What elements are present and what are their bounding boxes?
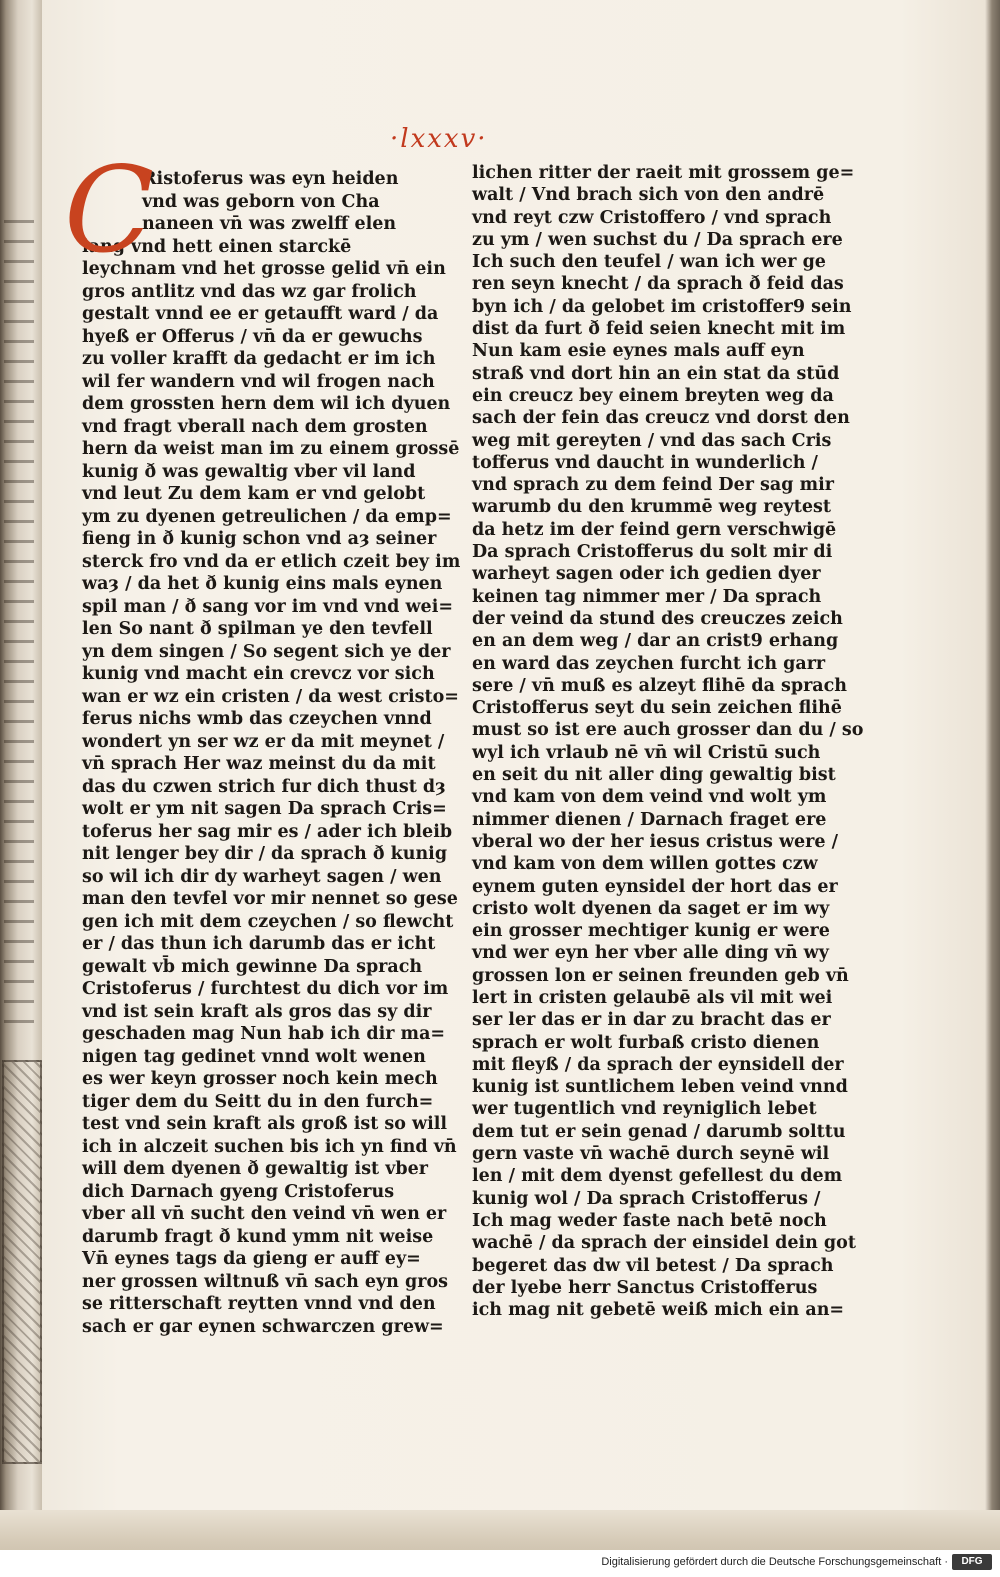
right-column-line: nimmer dienen / Darnach fraget ere: [472, 809, 827, 830]
left-column-line: gros antlitz vnd das wz gar frolich: [82, 281, 417, 302]
left-column-line: wil fer wandern vnd wil frogen nach: [82, 371, 435, 392]
right-column-line: vberal wo der her iesus cristus were /: [472, 831, 838, 852]
right-column-line: eynem guten eynsidel der hort das er: [472, 876, 838, 897]
right-column-line: dem tut er sein genad / darumb solttu: [472, 1121, 846, 1142]
left-column-line: ner grossen wiltnuß vn̄ sach eyn gros: [82, 1271, 448, 1292]
right-column-line: begeret das dw vil betest / Da sprach: [472, 1255, 834, 1276]
right-column-line: warheyt sagen oder ich gedien dyer: [472, 564, 821, 585]
left-column-line: Vn̄ eynes tags da gieng er auff ey=: [82, 1249, 421, 1269]
right-column-line: mit fleyß / da sprach der eynsidell der: [472, 1054, 844, 1075]
left-column-line: sterck fro vnd da er etlich czeit bey im: [82, 551, 461, 572]
right-column-line: vnd wer eyn her vber alle ding vn̄ wy: [472, 943, 829, 964]
left-column-line: wolt er ym nit sagen Da sprach Cris=: [82, 799, 447, 819]
left-column-line: leychnam vnd het grosse gelid vn̄ ein: [82, 259, 446, 279]
left-column-line: gen ich mit dem czeychen / so flewcht: [82, 911, 454, 932]
right-column-line: lert in cristen gelaubē als vil mit wei: [472, 987, 833, 1008]
right-column-line: lichen ritter der raeit mit grossem ge=: [472, 163, 855, 183]
left-column-line: geschaden mag Nun hab ich dir ma=: [82, 1024, 446, 1044]
right-column-line: keinen tag nimmer mer / Da sprach: [472, 586, 822, 607]
left-column-line: er / das thun ich darumb das er icht: [82, 934, 436, 954]
left-column-line: zu voller krafft da gedacht er im ich: [82, 349, 436, 369]
left-column-line: nigen tag gedinet vnnd wolt wenen: [82, 1046, 426, 1067]
right-column-line: en seit du nit aller ding gewaltig bist: [472, 765, 836, 786]
right-column-line: wyl ich vrlaub nē vn̄ wil Cristū such: [472, 742, 821, 763]
left-column-line: waȝ / da het ð kunig eins mals eynen: [82, 574, 443, 594]
right-column-line: kunig wol / Da sprach Cristofferus /: [472, 1188, 821, 1209]
left-column-line: hern da weist man im zu einem grossē: [82, 439, 460, 459]
right-column-line: Ich such den teufel / wan ich wer ge: [472, 252, 826, 273]
right-column-line: vnd kam von dem veind vnd wolt ym: [472, 787, 827, 808]
right-column-line: sprach er wolt furbaß cristo dienen: [472, 1032, 820, 1053]
right-column-line: weg mit gereyten / vnd das sach Cris: [472, 430, 832, 451]
right-column-line: byn ich / da gelobet im cristoffer9 sein: [472, 296, 852, 317]
right-column-line: en an dem weg / dar an crist9 erhang: [472, 631, 839, 652]
right-column-line: ser ler das er in dar zu bracht das er: [472, 1010, 831, 1031]
right-column-line: walt / Vnd brach sich von den andrē: [472, 185, 825, 206]
right-column-line: zu ym / wen suchst du / Da sprach ere: [472, 229, 843, 250]
right-column-line: cristo wolt dyenen da saget er im wy: [472, 898, 830, 919]
left-column-line: ferus nichs wmb das czeychen vnnd: [82, 709, 432, 729]
right-column-line: Ich mag weder faste nach betē noch: [472, 1210, 827, 1231]
right-column-line: da hetz im der feind gern verschwigē: [472, 519, 837, 540]
right-column-line: straß vnd dort hin an ein stat da stūd: [472, 363, 840, 384]
right-column-line: dist da furt ð feid seien knecht mit im: [472, 319, 846, 340]
left-column-line: test vnd sein kraft als groß ist so will: [82, 1114, 448, 1134]
left-column-line: lang vnd hett einen starckē: [82, 236, 352, 257]
left-column-line: gestalt vnnd ee er getaufft ward / da: [82, 304, 439, 324]
right-column-line: ren seyn knecht / da sprach ð feid das: [472, 274, 844, 295]
right-column-line: sach der fein das creucz vnd dorst den: [472, 408, 850, 429]
right-column-line: en ward das zeychen furcht ich garr: [472, 653, 826, 674]
right-column-line: kunig ist suntlichem leben veind vnnd: [472, 1077, 848, 1098]
left-column-line: Ristoferus was eyn heiden: [142, 169, 399, 189]
facing-page-woodcut: [2, 1060, 42, 1464]
left-column-line: vn̄ sprach Her waz meinst du da mit: [82, 754, 436, 774]
dfg-logo: DFG: [952, 1554, 992, 1570]
left-column-line: vnd was geborn von Cha: [142, 191, 380, 212]
right-column-line: must so ist ere auch grosser dan du / so: [472, 720, 864, 741]
right-column-line: tofferus vnd daucht in wunderlich /: [472, 452, 818, 473]
left-column-line: nit lenger bey dir / da sprach ð kunig: [82, 844, 448, 864]
left-column-line: gewalt vb̄ mich gewinne Da sprach: [82, 956, 423, 977]
funding-credit: Digitalisierung gefördert durch die Deutsche Forschungsgemeinschaft ·: [601, 1556, 948, 1568]
left-column-line: spil man / ð sang vor im vnd vnd wei=: [82, 596, 454, 617]
right-column-line: der veind da stund des creuczes zeich: [472, 608, 843, 629]
left-column-line: tiger dem du Seitt du in den furch=: [82, 1091, 434, 1112]
right-column-line: vnd kam von dem willen gottes czw: [472, 854, 818, 875]
left-column-line: ym zu dyenen getreulichen / da emp=: [82, 506, 452, 527]
left-column-line: hyeß er Offerus / vn̄ da er gewuchs: [82, 326, 423, 347]
left-column-line: darumb fragt ð kund ymm nit weise: [82, 1226, 434, 1247]
right-column-line: wachē / da sprach der einsidel dein got: [472, 1233, 856, 1254]
left-column-line: kunig vnd macht ein crevcz vor sich: [82, 664, 435, 684]
left-column-line: naneen vn̄ was zwelff elen: [142, 214, 397, 234]
left-column-line: se ritterschaft reytten vnnd vnd den: [82, 1294, 436, 1314]
facing-page-edge: [0, 0, 42, 1510]
left-column-line: sach er gar eynen schwarczen grew=: [82, 1316, 444, 1337]
right-column-line: len / mit dem dyenst gefellest du dem: [472, 1166, 843, 1187]
right-column-line: Da sprach Cristofferus du solt mir di: [472, 542, 833, 563]
right-column-line: der lyebe herr Sanctus Cristofferus: [472, 1277, 818, 1298]
left-column-line: len So nant ð spilman ye den tevfell: [82, 619, 433, 639]
left-column-line: es wer keyn grosser noch kein mech: [82, 1069, 438, 1089]
right-column-line: vnd reyt czw Cristoffero / vnd sprach: [472, 207, 832, 228]
decorated-initial: C: [64, 141, 155, 279]
left-column-line: dich Darnach gyeng Cristoferus: [82, 1181, 395, 1202]
left-column-line: vber all vn̄ sucht den veind vn̄ wen er: [82, 1204, 447, 1224]
left-column-line: ich in alczeit suchen bis ich yn find vn̄: [82, 1136, 457, 1157]
left-column-line: vnd ist sein kraft als gros das sy dir: [82, 1001, 432, 1022]
left-column-line: yn dem singen / So segent sich ye der: [82, 641, 451, 662]
left-column-line: das du czwen strich fur dich thust dȝ: [82, 776, 446, 797]
left-column-line: Cristoferus / furchtest du dich vor im: [82, 979, 449, 999]
left-column-line: vnd leut Zu dem kam er vnd gelobt: [82, 484, 426, 504]
right-column-line: sere / vn̄ muß es alzeyt flihē da sprach: [472, 675, 848, 696]
left-column-line: toferus her sag mir es / ader ich bleib: [82, 821, 453, 842]
right-column-line: ein grosser mechtiger kunig er were: [472, 921, 830, 942]
right-column-line: warumb du den krummē weg reytest: [472, 497, 831, 518]
right-column-line: grossen lon er seinen freunden geb vn̄: [472, 965, 849, 986]
facing-page-text: [4, 220, 34, 1040]
left-column-line: man den tevfel vor mir nennet so gese: [82, 889, 458, 909]
left-column-line: wan er wz ein cristen / da west cristo=: [82, 686, 459, 707]
folio-number: ·lxxxv·: [390, 124, 488, 154]
right-column-line: ich mag nit gebetē weiß mich ein an=: [472, 1300, 845, 1321]
right-column-line: Cristofferus seyt du sein zeichen flihē: [472, 698, 842, 719]
left-column-line: will dem dyenen ð gewaltig ist vber: [82, 1159, 428, 1179]
right-column-line: gern vaste vn̄ wachē durch seynē wil: [472, 1144, 830, 1165]
left-column-line: wondert yn ser wz er da mit meynet /: [82, 731, 445, 752]
left-column-line: dem grossten hern dem wil ich dyuen: [82, 394, 451, 414]
right-text-column: [472, 162, 864, 1321]
right-column-line: ein creucz bey einem breyten weg da: [472, 385, 834, 406]
right-column-line: Nun kam esie eynes mals auff eyn: [472, 341, 805, 362]
left-column-line: so wil ich dir dy warheyt sagen / wen: [82, 866, 442, 887]
left-column-line: kunig ð was gewaltig vber vil land: [82, 461, 416, 482]
left-column-line: vnd fragt vberall nach dem grosten: [82, 416, 428, 437]
left-column-line: fieng in ð kunig schon vnd aȝ seiner: [82, 529, 437, 549]
right-column-line: vnd sprach zu dem feind Der sag mir: [472, 475, 834, 496]
right-column-line: wer tugentlich vnd reyniglich lebet: [472, 1099, 817, 1120]
left-text-column: [64, 141, 461, 1338]
